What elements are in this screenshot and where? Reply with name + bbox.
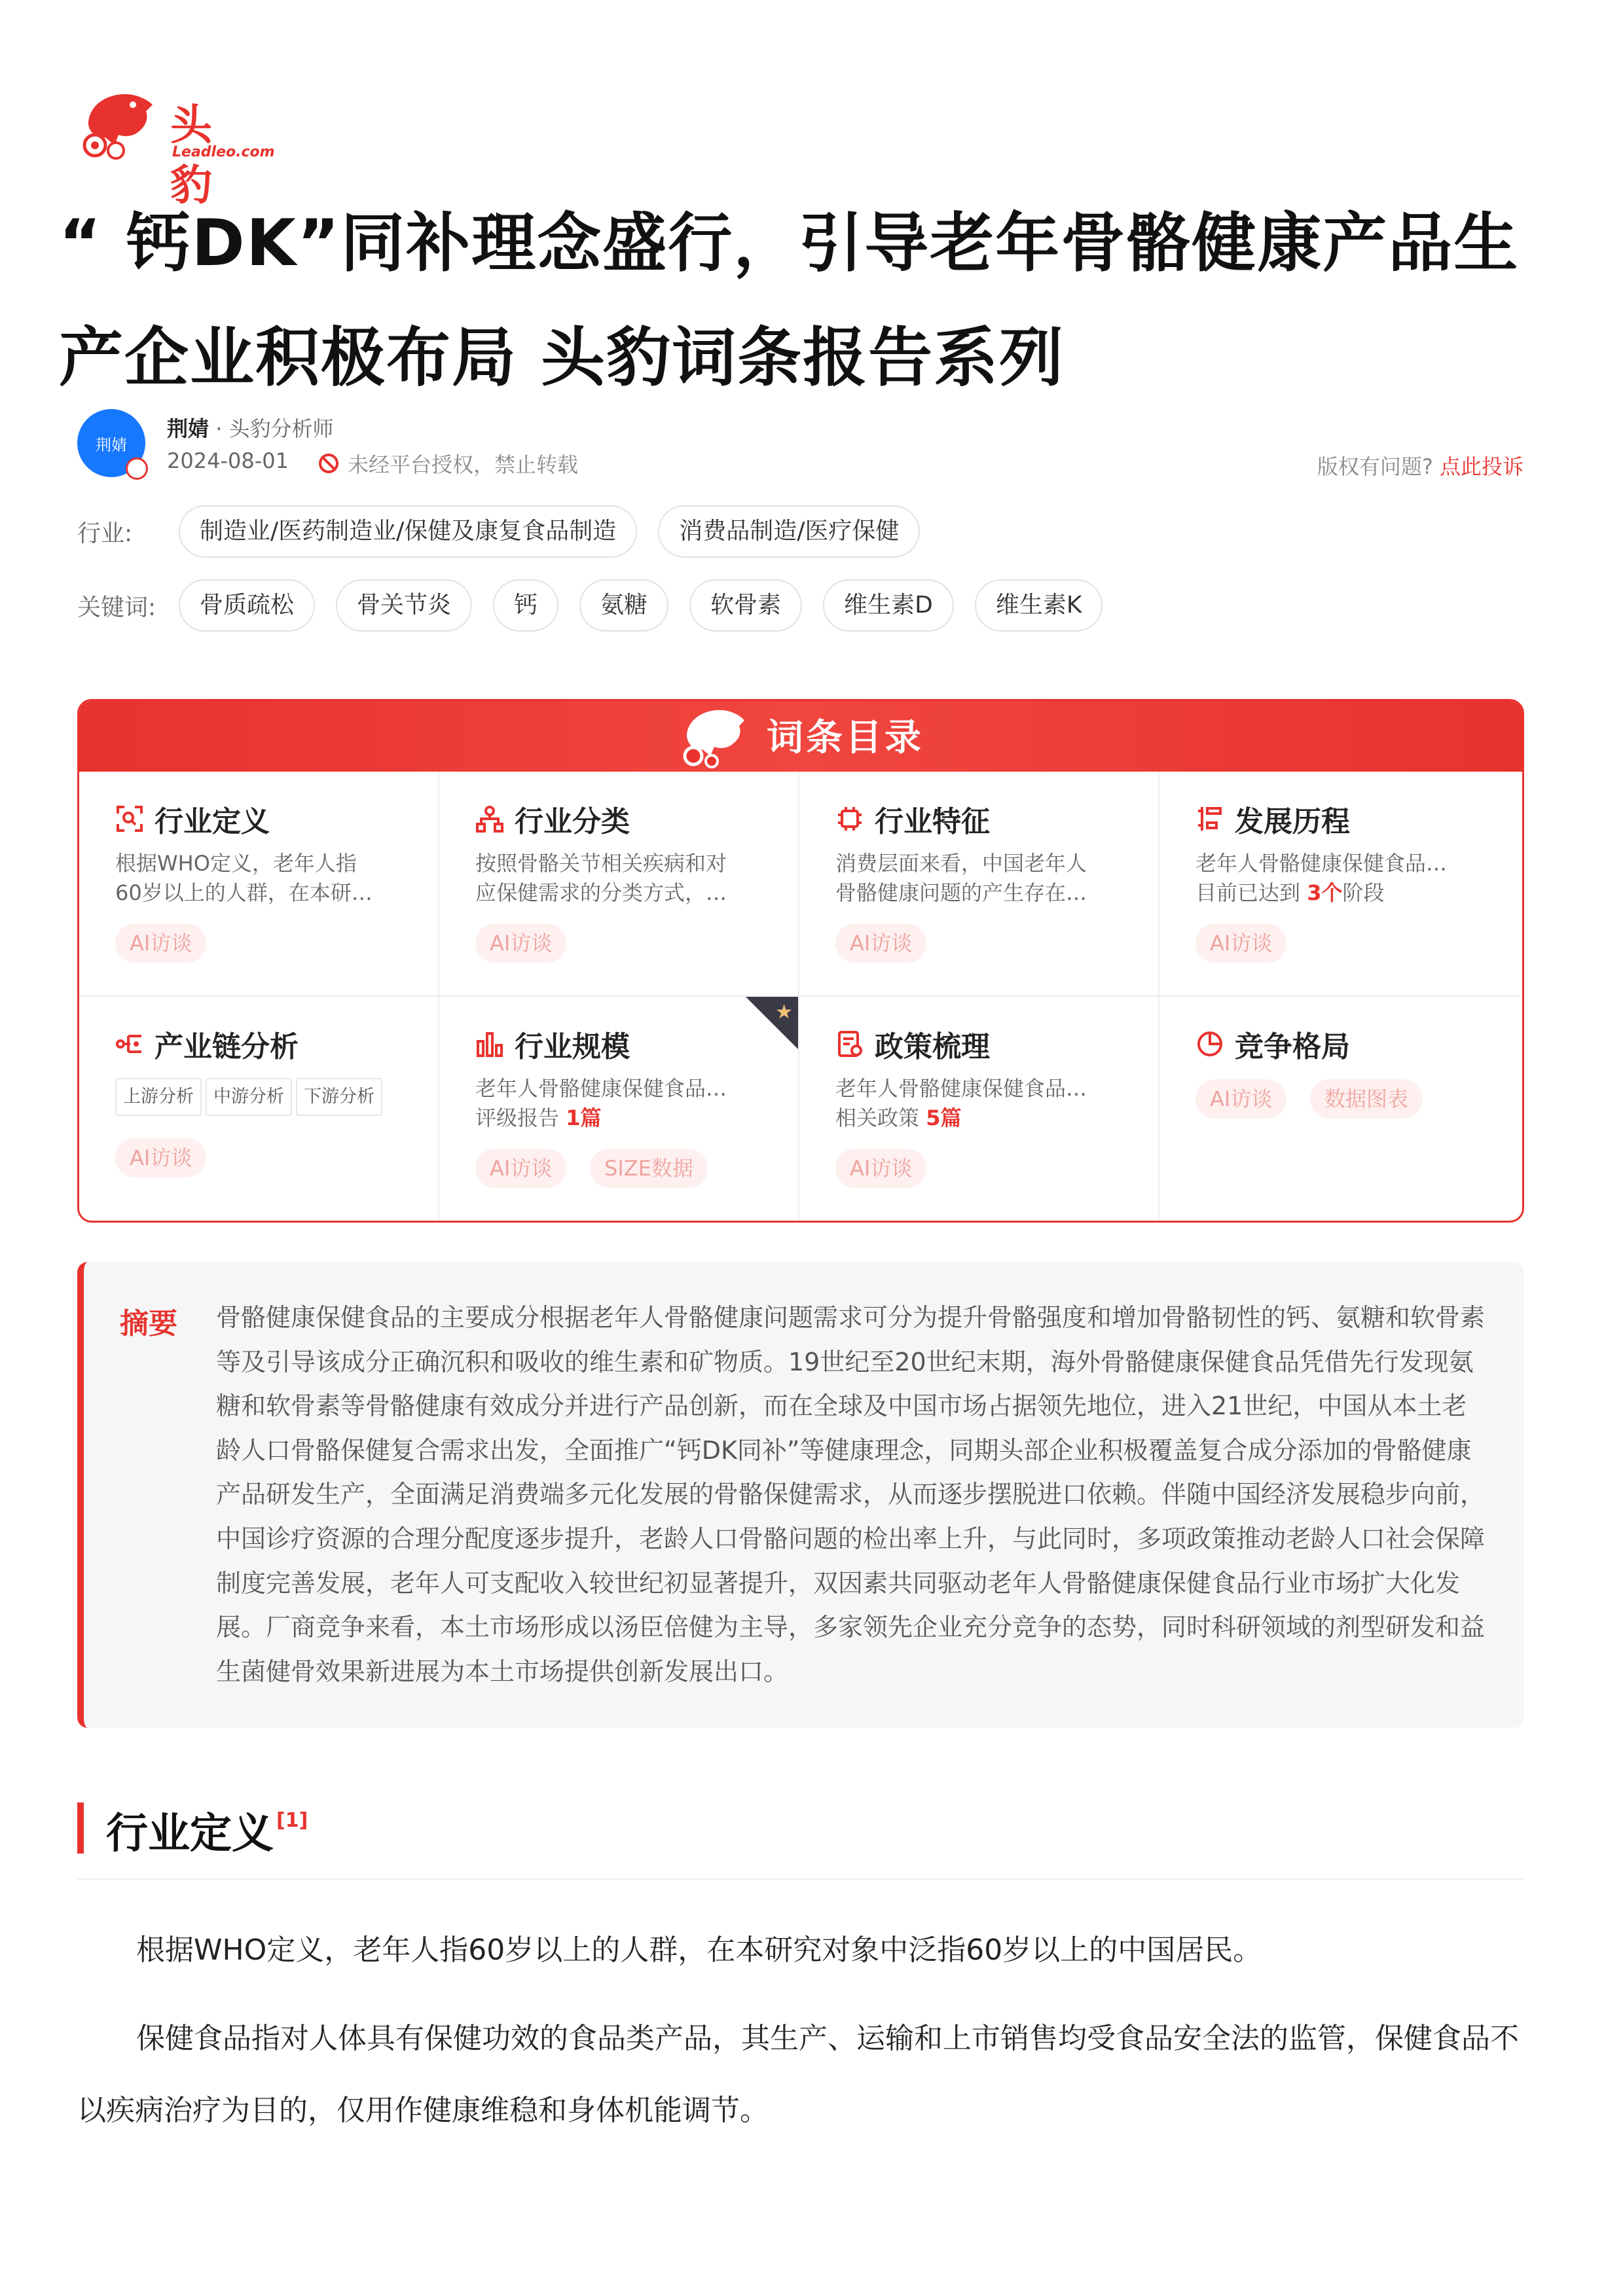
catalog-item-title: 政策梳理 (875, 1030, 990, 1064)
catalog-item-title: 行业分类 (515, 805, 630, 838)
downstream-tab[interactable]: 下游分析 (296, 1078, 382, 1116)
desc-text: 相关政策 (835, 1105, 926, 1130)
catalog-item-history[interactable] (1159, 772, 1520, 997)
catalog-item-desc (835, 1074, 1123, 1133)
brand-domain: Leadleo.com (172, 144, 275, 160)
desc-line (835, 1103, 1123, 1133)
industry-row (77, 505, 941, 558)
ai-interview-button[interactable]: AI访谈 (475, 1149, 566, 1188)
desc-line: 骨骼健康问题的产生存在… (835, 880, 1087, 905)
bar-chart-icon (475, 1030, 504, 1058)
copyright-notice (318, 448, 578, 478)
paragraph-text: 保健食品指对人体具有保健功效的食品类产品，其生产、运输和上市销售均受食品安全法的监管，保健食品不以疾病治疗为目的，仅用作健康维稳和身体机能调节。 (77, 2022, 1519, 2127)
industry-tag[interactable]: 制造业/医药制造业/保健及康复食品制造 (179, 505, 637, 558)
catalog-item-title: 行业规模 (515, 1030, 630, 1064)
catalog-item-scale[interactable] (439, 997, 799, 1222)
catalog-item-title: 发展历程 (1235, 805, 1350, 838)
avatar-text: 荆婧 (96, 435, 127, 454)
definition-paragraph-1 (77, 1914, 1524, 1986)
keyword-label: 关键词: (77, 594, 156, 621)
keyword-tag[interactable]: 氨糖 (579, 579, 668, 632)
copyright-complaint (1317, 450, 1523, 480)
ai-interview-button[interactable]: AI访谈 (115, 1138, 206, 1177)
star-icon: ★ (775, 1001, 793, 1024)
catalog-item-desc (835, 849, 1123, 908)
keyword-tag[interactable]: 软骨素 (689, 579, 802, 632)
catalog-item-competition[interactable] (1159, 997, 1520, 1222)
catalog-item-features[interactable] (799, 772, 1159, 997)
keyword-tag[interactable]: 维生素D (823, 579, 954, 632)
chip-icon (835, 804, 864, 833)
verified-badge-icon (126, 457, 148, 480)
catalog-item-definition[interactable] (79, 772, 439, 997)
catalog-item-classification[interactable] (439, 772, 799, 997)
catalog-item-title: 产业链分析 (155, 1030, 299, 1064)
desc-line: 老年人骨骼健康保健食品… (475, 1076, 727, 1101)
catalog-panel (77, 699, 1524, 1223)
catalog-item-chain[interactable] (79, 997, 439, 1222)
pie-chart-icon (1195, 1030, 1224, 1058)
hierarchy-icon (475, 804, 504, 833)
desc-line: 根据WHO定义，老年人指 (115, 851, 357, 876)
summary-text: 骨骼健康保健食品的主要成分根据老年人骨骼健康问题需求可分为提升骨骼强度和增加骨骼韧性的钙、氨糖和软骨素等及引导该成分正确沉积和吸收的维生素和矿物质。19世纪至20世纪末期，海外骨骼健康保健食品凭借先行发现氨糖和软骨素等骨骼健康有效成分并进行产品创新，而在全球及中国市场占据领先地位，进入21世纪，中国从本土老龄人口骨骼保健复合需求出发，全面推广“钙DK同补”等健康理念，同期头部企业积极覆盖复合成分添加的骨骼健康产品研发生产，全面满足消费端多元化发展的骨骼保健需求，从而逐步摆脱进口依赖。伴随中国经济发展稳步向前，中国诊疗资源的合理分配度逐步提升，老龄人口骨骼问题的检出率上升，与此同时，多项政策推动老龄人口社会保障制度完善发展，老年人可支配收入较世纪初显著提升，双因素共同驱动老年人骨骼健康保健食品行业市场扩大化发展。厂商竞争来看，本土市场形成以汤臣倍健为主导，多家领先企业充分竞争的态势，同时科研领域的剂型研发和益生菌健骨效果新进展为本土市场提供创新发展出口。 (216, 1303, 1486, 1686)
avatar[interactable] (77, 409, 145, 477)
brand-logo[interactable] (75, 85, 275, 210)
paragraph-text: 根据WHO定义，老年人指60岁以上的人群，在本研究对象中泛指60岁以上的中国居民。 (136, 1933, 1262, 1967)
keyword-tag[interactable]: 骨质疏松 (179, 579, 315, 632)
title-line-1: “ 钙DK”同补理念盛行，引导老年骨骼健康产品生 (59, 206, 1520, 281)
ai-interview-button[interactable]: AI访谈 (835, 1149, 926, 1188)
summary-box (77, 1262, 1524, 1728)
section-title-text: 行业定义 (106, 1810, 274, 1858)
report-count: 1篇 (566, 1105, 602, 1130)
catalog-item-title: 行业定义 (155, 805, 270, 838)
report-link[interactable]: 点此投诉 (1439, 454, 1523, 479)
catalog-title: 词条目录 (767, 717, 924, 759)
desc-text: 阶段 (1342, 880, 1385, 905)
chain-flow-icon (115, 1030, 144, 1058)
desc-line: 老年人骨骼健康保健食品… (835, 1076, 1087, 1101)
keyword-tag[interactable]: 骨关节炎 (336, 579, 472, 632)
stage-count: 3个 (1307, 880, 1343, 905)
reference-link[interactable]: [1] (276, 1809, 308, 1832)
section-title (106, 1800, 308, 1860)
desc-line: 60岁以上的人群，在本研… (115, 880, 373, 905)
forbidden-icon (318, 452, 340, 475)
chain-subtabs (115, 1078, 386, 1116)
notice-text: 未经平台授权，禁止转载 (348, 452, 579, 477)
desc-line: 消费层面来看，中国老年人 (835, 851, 1087, 876)
desc-line (1195, 878, 1484, 908)
leopard-logo-icon (675, 701, 754, 772)
desc-text: 评级报告 (475, 1105, 566, 1130)
catalog-item-title: 行业特征 (875, 805, 990, 838)
catalog-item-desc (475, 849, 763, 908)
desc-text: 目前已达到 (1195, 880, 1307, 905)
definition-paragraph-2 (77, 2003, 1524, 2147)
author-role: · 头豹分析师 (215, 416, 334, 441)
desc-line: 按照骨骼关节相关疾病和对 (475, 851, 727, 876)
keyword-tag[interactable]: 钙 (493, 579, 558, 632)
catalog-item-policy[interactable] (799, 997, 1159, 1222)
leopard-logo-icon (75, 85, 160, 164)
brand-name: 头豹 (170, 101, 215, 210)
industry-tag[interactable]: 消费品制造/医疗保健 (658, 505, 920, 558)
summary-title: 摘要 (120, 1307, 177, 1340)
title-line-2: 产企业积极布局 头豹词条报告系列 (59, 321, 1065, 395)
upstream-tab[interactable]: 上游分析 (115, 1078, 202, 1116)
desc-line (475, 1103, 763, 1133)
catalog-item-desc (475, 1074, 763, 1133)
desc-line: 老年人骨骼健康保健食品… (1195, 851, 1448, 876)
section-accent-bar (77, 1803, 84, 1854)
catalog-item-title: 竞争格局 (1235, 1030, 1350, 1064)
ai-interview-button[interactable]: AI访谈 (1195, 924, 1286, 963)
midstream-tab[interactable]: 中游分析 (206, 1078, 292, 1116)
catalog-item-desc (1195, 849, 1484, 908)
catalog-header (79, 701, 1522, 772)
catalog-item-desc (115, 849, 403, 908)
policy-document-icon (835, 1030, 864, 1058)
data-chart-button[interactable]: 数据图表 (1310, 1079, 1423, 1119)
timeline-icon (1195, 804, 1224, 833)
size-data-button[interactable]: SIZE数据 (590, 1149, 708, 1188)
catalog-grid (79, 772, 1522, 1223)
industry-label: 行业: (77, 520, 133, 547)
ai-interview-button[interactable]: AI访谈 (115, 924, 206, 963)
keyword-row (77, 579, 1123, 632)
author-name[interactable]: 荆婧 (167, 416, 210, 441)
ai-interview-button[interactable]: AI访谈 (1195, 1079, 1286, 1119)
ai-interview-button[interactable]: AI访谈 (835, 924, 926, 963)
ai-interview-button[interactable]: AI访谈 (475, 924, 566, 963)
section-divider (77, 1878, 1524, 1880)
policy-count: 5篇 (926, 1105, 962, 1130)
author-line (167, 412, 334, 442)
keyword-tag[interactable]: 维生素K (975, 579, 1103, 632)
copyright-question: 版权有问题? (1317, 454, 1433, 479)
publish-date: 2024-08-01 (167, 448, 289, 473)
page-title (59, 187, 1565, 416)
scan-search-icon (115, 804, 144, 833)
desc-line: 应保健需求的分类方式，… (475, 880, 727, 905)
